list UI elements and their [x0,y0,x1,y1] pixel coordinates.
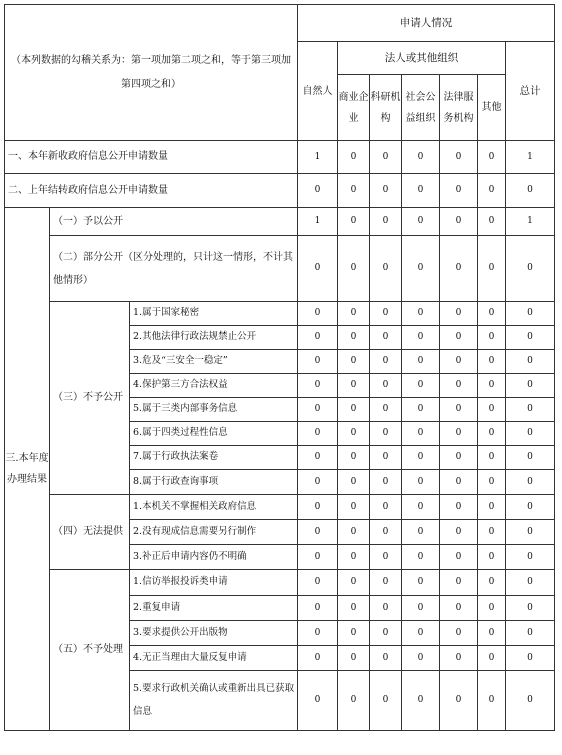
cell: 0 [338,208,370,236]
cell: 0 [440,520,478,545]
cell: 0 [402,671,440,731]
cell: 0 [478,141,506,174]
cell: 1 [506,208,555,236]
cell: 0 [370,302,402,326]
cell: 0 [478,596,506,621]
cell: 0 [402,398,440,422]
row-label: 一、本年新收政府信息公开申请数量 [5,141,298,174]
cell: 0 [298,671,338,731]
row-label: 1.本机关不掌握相关政府信息 [130,495,298,520]
cell: 0 [440,302,478,326]
row-disclosed [5,208,555,236]
cell: 0 [402,570,440,596]
cell: 0 [478,520,506,545]
cell: 0 [440,495,478,520]
cell: 0 [370,470,402,495]
cell: 0 [402,374,440,398]
table-row [5,495,555,520]
cell: 0 [338,470,370,495]
cell: 0 [506,350,555,374]
cell: 0 [338,236,370,302]
cell: 0 [338,596,370,621]
row-label: 1.信访举报投诉类申请 [130,570,298,596]
row-label: 4.无正当理由大量反复申请 [130,646,298,671]
cell: 0 [370,208,402,236]
cell: 0 [478,350,506,374]
cell: 0 [440,398,478,422]
cell: 0 [506,236,555,302]
cell: 0 [506,470,555,495]
cell: 0 [478,302,506,326]
cell: 0 [338,671,370,731]
cell: 0 [478,236,506,302]
cell: 0 [298,398,338,422]
cell: 0 [402,446,440,470]
disclosure-statistics-table [4,4,555,731]
cell: 0 [440,545,478,570]
row-label: 2.重复申请 [130,596,298,621]
row-label: 6.属于四类过程性信息 [130,422,298,446]
cell: 0 [370,236,402,302]
cell: 0 [402,236,440,302]
legal-service-header: 法律服务机构 [440,75,478,141]
row-label: 3.补正后申请内容仍不明确 [130,545,298,570]
other-header: 其他 [478,75,506,141]
cell: 0 [370,141,402,174]
row-label: 1.属于国家秘密 [130,302,298,326]
row-label: 2.没有现成信息需要另行制作 [130,520,298,545]
cell: 0 [298,422,338,446]
total-header: 总计 [506,42,555,141]
cell: 0 [338,350,370,374]
relation-note: （本列数据的勾稽关系为：第一项加第二项之和，等于第三项加第四项之和） [5,5,298,141]
cell: 0 [478,422,506,446]
cell: 0 [370,570,402,596]
cell: 0 [402,520,440,545]
cell: 0 [298,570,338,596]
cell: 0 [402,350,440,374]
cell: 0 [506,570,555,596]
cell: 0 [478,446,506,470]
cell: 0 [370,671,402,731]
cell: 0 [338,545,370,570]
cell: 0 [402,646,440,671]
cell: 0 [370,374,402,398]
cell: 0 [506,596,555,621]
cell: 0 [338,646,370,671]
legal-group-header: 法人或其他组织 [338,42,506,75]
cell: 0 [478,671,506,731]
cell: 0 [506,621,555,646]
cell: 0 [506,374,555,398]
cell: 0 [370,646,402,671]
cell: 0 [478,398,506,422]
row-label: 5.要求行政机关确认或重新出具已获取信息 [130,671,298,731]
cell: 0 [338,302,370,326]
cell: 0 [370,495,402,520]
cell: 0 [478,646,506,671]
cell: 0 [440,596,478,621]
cell: 0 [370,422,402,446]
cell: 0 [440,470,478,495]
table-row [5,302,555,326]
cell: 0 [298,470,338,495]
cell: 0 [440,208,478,236]
cell: 0 [370,174,402,208]
cell: 0 [402,495,440,520]
cell: 1 [298,141,338,174]
cell: 0 [506,545,555,570]
cell: 0 [298,596,338,621]
natural-person-header: 自然人 [298,42,338,141]
cell: 0 [506,398,555,422]
table-row [5,570,555,596]
cell: 0 [506,174,555,208]
cell: 0 [298,646,338,671]
cell: 0 [478,495,506,520]
row-label: 5.属于三类内部事务信息 [130,398,298,422]
public-welfare-header: 社会公益组织 [402,75,440,141]
cell: 0 [506,495,555,520]
cell: 0 [506,520,555,545]
cell: 1 [298,208,338,236]
cell: 0 [506,446,555,470]
cell: 0 [298,520,338,545]
cell: 0 [478,374,506,398]
cell: 0 [506,302,555,326]
cell: 1 [506,141,555,174]
cell: 0 [298,621,338,646]
cell: 0 [338,495,370,520]
cell: 0 [506,422,555,446]
row-label: 3.要求提供公开出版物 [130,621,298,646]
cell: 0 [440,646,478,671]
cell: 0 [402,302,440,326]
cell: 0 [298,495,338,520]
cell: 0 [370,545,402,570]
cell: 0 [370,621,402,646]
cell: 0 [298,326,338,350]
row-label: （二）部分公开（区分处理的，只计这一情形，不计其他情形） [50,236,298,302]
cell: 0 [298,236,338,302]
row-label: 4.保护第三方合法权益 [130,374,298,398]
cell: 0 [440,374,478,398]
cell: 0 [338,446,370,470]
processing-results-label: 三.本年度办理结果 [5,208,50,731]
research-header: 科研机构 [370,75,402,141]
cell: 0 [298,350,338,374]
cell: 0 [370,350,402,374]
cell: 0 [338,141,370,174]
cell: 0 [298,302,338,326]
row-label: 7.属于行政执法案卷 [130,446,298,470]
cell: 0 [440,570,478,596]
cell: 0 [338,422,370,446]
cell: 0 [402,422,440,446]
cell: 0 [478,208,506,236]
cell: 0 [370,520,402,545]
cell: 0 [338,520,370,545]
cell: 0 [478,545,506,570]
cell: 0 [298,374,338,398]
cell: 0 [440,446,478,470]
cell: 0 [338,621,370,646]
cell: 0 [440,174,478,208]
cell: 0 [338,374,370,398]
cell: 0 [402,141,440,174]
cell: 0 [298,545,338,570]
row-label: （一）予以公开 [50,208,298,236]
cell: 0 [338,174,370,208]
cell: 0 [478,621,506,646]
cell: 0 [478,570,506,596]
cell: 0 [478,326,506,350]
cell: 0 [402,545,440,570]
row-new-requests [5,141,555,174]
cell: 0 [298,446,338,470]
cell: 0 [478,470,506,495]
row-label: 二、上年结转政府信息公开申请数量 [5,174,298,208]
cell: 0 [402,174,440,208]
cell: 0 [370,398,402,422]
cell: 0 [440,422,478,446]
cell: 0 [440,141,478,174]
cell: 0 [506,646,555,671]
cell: 0 [402,470,440,495]
applicant-info-header: 申请人情况 [298,5,555,42]
cell: 0 [402,596,440,621]
cell: 0 [440,671,478,731]
cell: 0 [338,326,370,350]
row-group-label: （三）不予公开 [50,302,130,495]
cell: 0 [370,596,402,621]
cell: 0 [506,671,555,731]
row-label: 2.其他法律行政法规禁止公开 [130,326,298,350]
cell: 0 [402,208,440,236]
cell: 0 [402,326,440,350]
row-group-label: （五）不予处理 [50,570,130,731]
cell: 0 [440,236,478,302]
cell: 0 [402,621,440,646]
row-partially-disclosed [5,236,555,302]
row-group-label: （四）无法提供 [50,495,130,570]
cell: 0 [506,326,555,350]
cell: 0 [440,621,478,646]
row-label: 3.危及“三安全一稳定” [130,350,298,374]
cell: 0 [338,570,370,596]
cell: 0 [370,446,402,470]
row-carried-over [5,174,555,208]
cell: 0 [440,326,478,350]
commercial-header: 商业企业 [338,75,370,141]
cell: 0 [298,174,338,208]
cell: 0 [478,174,506,208]
row-label: 8.属于行政查询事项 [130,470,298,495]
cell: 0 [440,350,478,374]
cell: 0 [370,326,402,350]
cell: 0 [338,398,370,422]
